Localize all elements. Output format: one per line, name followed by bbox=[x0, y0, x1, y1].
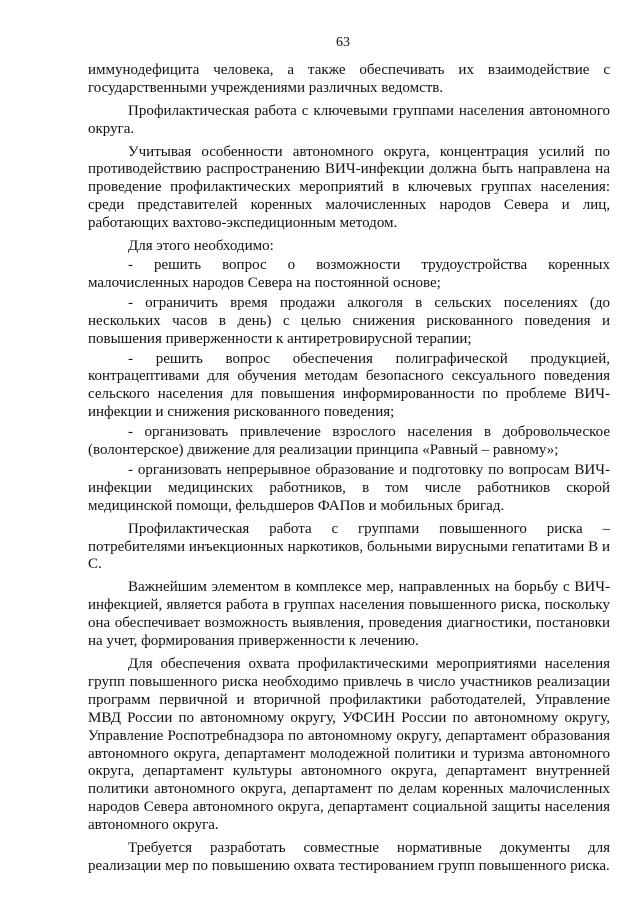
paragraph-necessary: Для этого необходимо: bbox=[128, 238, 274, 255]
list-item: - организовать непрерывное образование и подготовку по вопросам ВИЧ-инфекции медицинских работников, в том числе работников скорой медицинской помощи, фельдшеров ФАПов и мобильных бригад. bbox=[88, 461, 610, 514]
list-item: - ограничить время продажи алкоголя в сельских поселениях (до нескольких часов в день) с целью снижения рискованного поведения и повышения приверженности к антиретровирусной терапии; bbox=[88, 294, 610, 347]
paragraph-continuation: иммунодефицита человека, а также обеспечивать их взаимодействие с государственными учреждениями различных ведомств. bbox=[88, 61, 610, 96]
list-item: - решить вопрос о возможности трудоустройства коренных малочисленных народов Севера на постоянной основе; bbox=[88, 256, 610, 291]
list-item: - организовать привлечение взрослого населения в добровольческое (волонтерское) движение для реализации принципа «Равный – равному»; bbox=[88, 424, 610, 459]
list-item: - решить вопрос обеспечения полиграфической продукцией, контрацептивами для обучения методам безопасного сексуального поведения сельского населения для повышения информированности по проблеме ВИЧ-инфекции и снижения рискованного поведения; bbox=[88, 350, 610, 421]
paragraph-requirements: Требуется разработать совместные нормативные документы для реализации мер по повышению охвата тестированием групп повышенного риска. bbox=[88, 840, 610, 874]
section-heading-risk-groups: Профилактическая работа с группами повышенного риска – потребителями инъекционных наркотиков, больными вирусными гепатитами В и С. bbox=[88, 520, 610, 573]
paragraph-coverage: Для обеспечения охвата профилактическими мероприятиями населения групп повышенного риска необходимо привлечь в число участников реализации программ первичной и вторичной профилактики работодателей, Управление МВД России по автономному округу, УФСИН России по автономному округу, Управление Роспотребнадзора по автономному округу, департамент образования автономного округа, департамент молодежной политики и туризма автономного округа, департамент культуры автономного округа, департамент внутренней политики автономного округа, департамент по делам коренных малочисленных народов Севера автономного округа, департамент социальной защиты населения автономного округа. bbox=[88, 656, 610, 834]
paragraph-key-element: Важнейшим элементом в комплексе мер, направленных на борьбу с ВИЧ-инфекцией, является работа в группах населения повышенного риска, поскольку она обеспечивает возможность выявления, проведения диагностики, постановки на учет, формирования приверженности к лечению. bbox=[88, 579, 610, 650]
paragraph-focus-groups: Учитывая особенности автономного округа, концентрация усилий по противодействию распространению ВИЧ-инфекции должна быть направлена на проведение профилактических мероприятий в ключевых группах населения: среди представителей коренных малочисленных народов Севера и лиц, работающих вахтово-экспедиционным методом. bbox=[88, 143, 610, 232]
document-page bbox=[88, 34, 610, 881]
page-number: 63 bbox=[336, 35, 350, 50]
section-heading-key-groups: Профилактическая работа с ключевыми группами населения автономного округа. bbox=[88, 102, 610, 137]
